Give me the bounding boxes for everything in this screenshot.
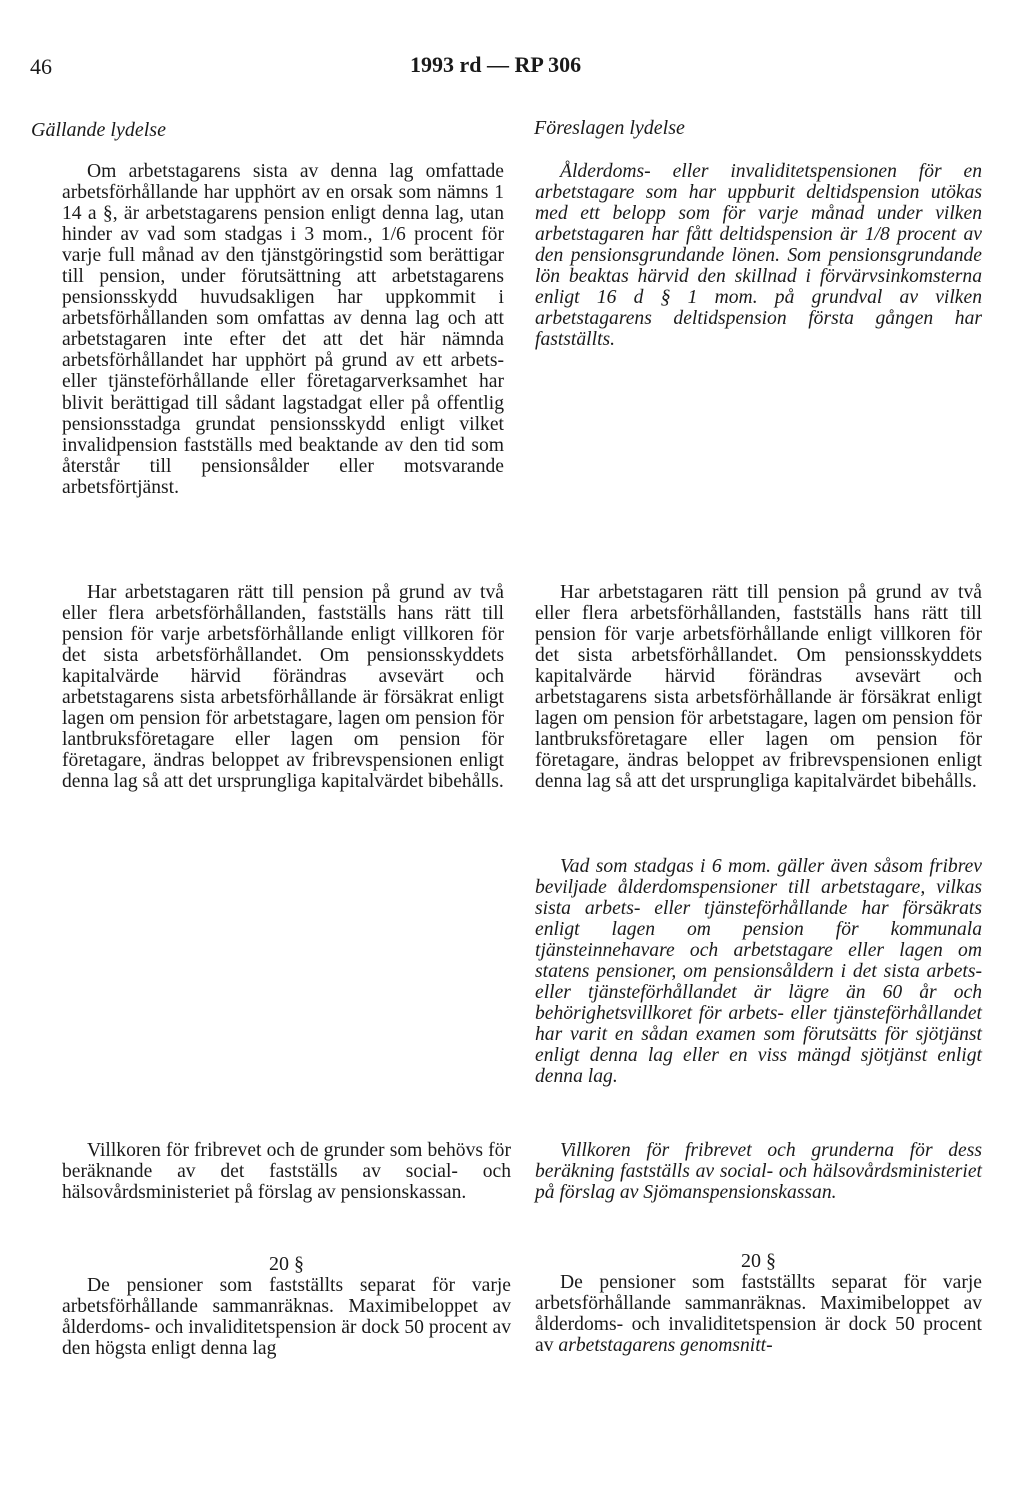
right-paragraph-5 [535, 1272, 982, 1356]
right-paragraph-5-regular: De pensioner som fastställts separat för varje arbetsförhållande sammanräknas. Maximibeloppet av ålderdoms- och invaliditetspension är dock 50 procent av [535, 1272, 982, 1357]
left-paragraph-4: De pensioner som fastställts separat för varje arbetsförhållande sammanräknas. Maximibeloppet av ålderdoms- och invaliditetspension är dock 50 procent av den högsta enligt denna lag [62, 1275, 511, 1360]
left-section-heading: 20 § [269, 1253, 304, 1275]
right-section-heading: 20 § [741, 1250, 776, 1272]
right-paragraph-2: Har arbetstagaren rätt till pension på grund av två eller flera arbetsförhållanden, fastställs hans rätt till pension för varje arbetsförhållande enligt villkoren för det sista arbetsförhållandet. Om pensionsskyddets kapitalvärde härvid förändras avsevärt och arbetstagarens sista arbetsförhållande är försäkrat enligt lagen om pension för arbetstagare, lagen om pension för lantbruksföretagare eller lagen om pension för företagare, ändras beloppet av fribrevspensionen enligt denna lag så att det ursprungliga kapitalvärdet bibehålls. [535, 582, 982, 793]
right-column-heading: Föreslagen lydelse [534, 117, 685, 139]
right-paragraph-3: Vad som stadgas i 6 mom. gäller även såsom fribrev beviljade ålderdomspensioner till arbetstagare, vilkas sista arbets- eller tjänsteförhållande har försäkrats enligt lagen om pension för kommunala tjänsteinnehavare och arbetstagare eller lagen om statens pensioner, om pensionsåldern i det sista arbets- eller tjänsteförhållandet är lägre än 60 år och behörighetsvillkoret för arbets- eller tjänsteförhållandet har varit en sådan examen som förutsätts för sjötjänst enligt denna lag eller en viss mängd sjötjänst enligt denna lag. [535, 856, 982, 1088]
page-header-title: 1993 rd — RP 306 [410, 52, 582, 77]
left-paragraph-3: Villkoren för fribrevet och de grunder som behövs för beräknande av det fastställs av social- och hälsovårdsministeriet på förslag av pensionskassan. [62, 1140, 511, 1204]
right-paragraph-1: Ålderdoms- eller invaliditetspensionen för en arbetstagare som har uppburit deltidspension utökas med ett belopp som för varje månad under vilken arbetstagaren har fått deltidspension är 1/8 procent av den pensionsgrundande lönen. Som pensionsgrundande lön beaktas härvid den skillnad i förvärvsinkomsterna enligt 16 d § 1 mom. på grundval av vilken arbetstagarens deltidspension första gången har fastställts. [535, 161, 982, 351]
left-paragraph-1: Om arbetstagarens sista av denna lag omfattade arbetsförhållande har upphört av en orsak som nämns 1 14 a §, är arbetstagarens pension enligt denna lag, utan hinder av vad som stadgas i 3 mom., 1/6 procent för varje full månad av den tjänstgöringstid som berättigar till pension, under förutsättning att arbetstagarens pensionsskydd huvudsakligen har uppkommit i arbetsförhållanden som omfattas av denna lag och att arbetstagaren inte efter det att det här nämnda arbetsförhållandet har upphört på grund av ett arbets- eller tjänsteförhållande eller företagarverksamhet har blivit berättigad till sådant lagstadgat eller på offentlig pensionsstadga grundat pensionsskydd enligt vilket invalidpension fastställs med beaktande av den tid som återstår till pensionsålder eller motsvarande arbetsförtjänst. [62, 161, 504, 498]
right-paragraph-4: Villkoren för fribrevet och grunderna för dess beräkning fastställs av social- och hälsovårdsministeriet på förslag av Sjömanspensionskassan. [535, 1140, 982, 1204]
right-paragraph-5-italic: arbetstagarens genomsnitt- [558, 1335, 773, 1357]
left-column-heading: Gällande lydelse [31, 119, 166, 141]
page-number: 46 [30, 54, 52, 79]
left-paragraph-2: Har arbetstagaren rätt till pension på grund av två eller flera arbetsförhållanden, fastställs hans rätt till pension för varje arbetsförhållande enligt villkoren för det sista arbetsförhållandet. Om pensionsskyddets kapitalvärde härvid förändras avsevärt och arbetstagarens sista arbetsförhållande är försäkrat enligt lagen om pension för arbetstagare, lagen om pension för lantbruksföretagare eller lagen om pension för företagare, ändras beloppet av fribrevspensionen enligt denna lag så att det ursprungliga kapitalvärdet bibehålls. [62, 582, 504, 793]
